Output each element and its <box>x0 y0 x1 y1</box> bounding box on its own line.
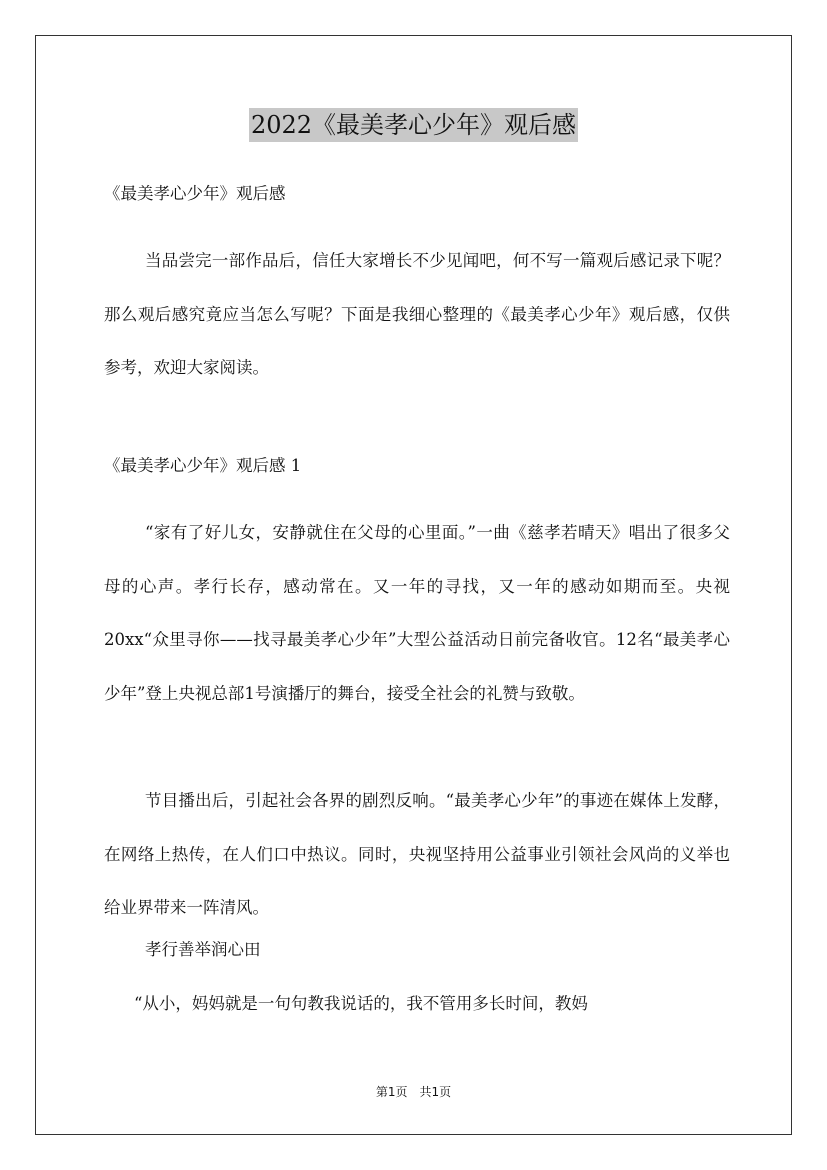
paragraph-1: “家有了好儿女，安静就住在父母的心里面。”一曲《慈孝若晴天》唱出了很多父母的心声。孝行长存，感动常在。又一年的寻找，又一年的感动如期而至。央视20xx“众里寻你——找寻最美孝心少年”大型公益活动日前完备收官。12名“最美孝心少年”登上央视总部1号演播厅的舞台，接受全社会的礼赞与致敬。 <box>104 523 730 703</box>
document-title: 2022《最美孝心少年》观后感 <box>249 108 578 142</box>
subheading: 《最美孝心少年》观后感 <box>104 184 286 203</box>
paragraph-4: “从小，妈妈就是一句句教我说话的，我不管用多长时间，教妈 <box>134 994 588 1013</box>
page-footer: 第1页 共1页 <box>375 1085 452 1099</box>
paragraph-3: 孝行善举润心田 <box>145 940 261 959</box>
paragraph-2: 节目播出后，引起社会各界的剧烈反响。“最美孝心少年”的事迹在媒体上发酵，在网络上热传，在人们口中热议。同时，央视坚持用公益事业引领社会风尚的义举也给业界带来一阵清风。 <box>104 791 730 917</box>
section-heading: 《最美孝心少年》观后感 1 <box>104 456 302 475</box>
intro-paragraph: 当品尝完一部作品后，信任大家增长不少见闻吧，何不写一篇观后感记录下呢？那么观后感究竟应当怎么写呢？下面是我细心整理的《最美孝心少年》观后感，仅供参考，欢迎大家阅读。 <box>104 251 730 377</box>
document-title-wrapper <box>0 103 827 142</box>
